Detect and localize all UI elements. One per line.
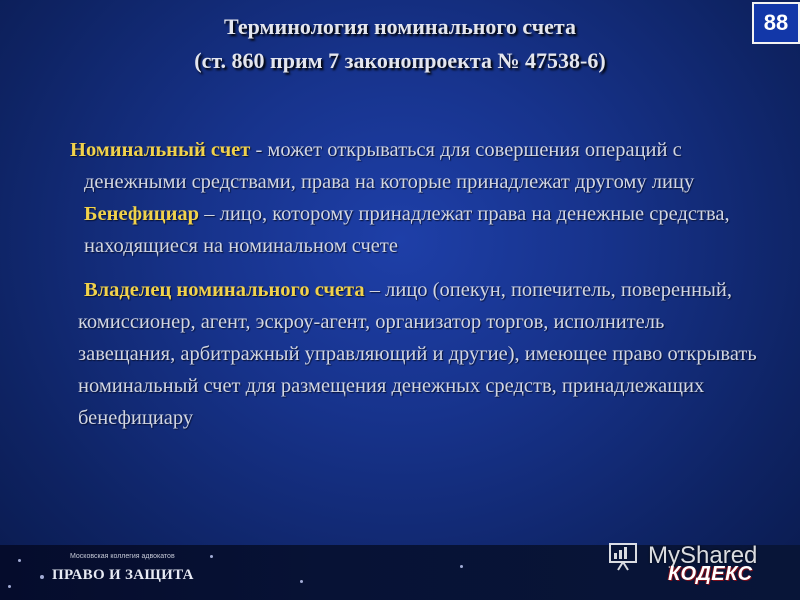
term-account-owner: Владелец номинального счета [84,279,365,301]
footer-brand: ПРАВО И ЗАЩИТА [52,567,194,583]
star-decoration [40,575,44,579]
star-decoration [460,565,463,568]
star-decoration [8,585,11,588]
paragraph-account-owner [70,274,760,434]
term-nominal-account: Номинальный счет [70,139,251,161]
star-decoration [18,559,21,562]
footer-caption: Московская коллегия адвокатов [70,553,175,560]
watermark-text: MyShared [648,542,758,569]
slide-title [120,10,680,78]
star-decoration [210,555,213,558]
term-beneficiary: Бенефициар [84,203,200,225]
title-line-2: (ст. 860 прим 7 законопроекта № 47538-6) [194,48,606,73]
definition-account-owner: – лицо (опекун, попечитель, поверенный, комиссионер, агент, эскроу-агент, организатор торгов, исполнитель завещания, арбитражный управляющий и другие), имеющее право открывать номинальный счет для размещения денежных средств, принадлежащих бенефициару [78,279,757,429]
definition-beneficiary: – лицо, которому принадлежат права на денежные средства, находящиеся на номинальном счете [84,203,730,257]
definition-nominal-account: - может открываться для совершения операций с денежными средствами, права на которые принадлежат другому лицу [84,139,695,193]
kodeks-logo: КОДЕКС [668,563,753,585]
slide-body [70,134,760,434]
title-line-1: Терминология номинального счета [224,14,576,39]
presentation-icon [608,541,642,571]
star-decoration [300,580,303,583]
paragraph-nominal-account [70,134,760,262]
slide-number-badge: 88 [752,2,800,44]
